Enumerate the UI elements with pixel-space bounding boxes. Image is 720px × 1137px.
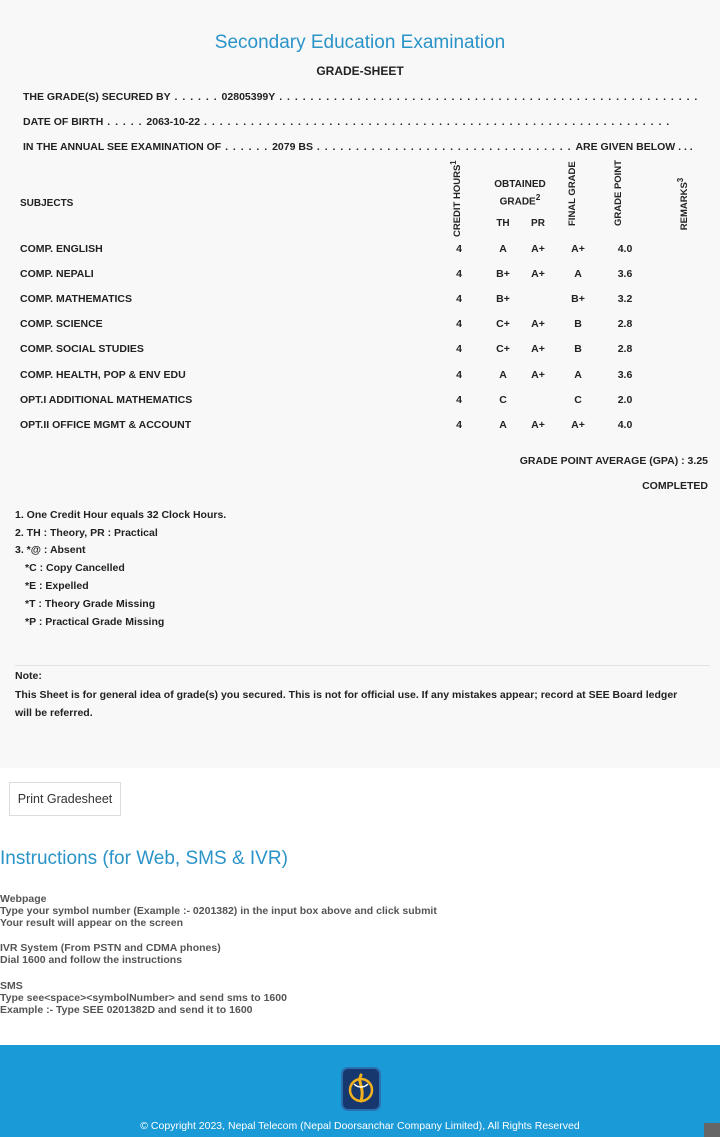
theory-grade: A <box>499 243 507 255</box>
note-label: Note: <box>15 670 42 682</box>
practical-grade: A+ <box>531 268 545 280</box>
grade-point: 3.6 <box>617 369 633 381</box>
instruction-line: Dial 1600 and follow the instructions <box>0 954 183 966</box>
theory-grade: C <box>499 394 507 406</box>
copyright-text: © Copyright 2023, Nepal Telecom (Nepal Doorsanchar Company Limited), All Rights Reserved <box>140 1120 580 1132</box>
theory-grade: A <box>499 419 507 431</box>
dob-line: DATE OF BIRTH . . . . . 2063-10-22 . . . . . . . . . . . . . . . . . . . . . . . . . . . . . . . . . . . . . . . . . . . . . . . . . . . . . . . . . . . . <box>23 116 671 128</box>
dob-label: DATE OF BIRTH <box>23 116 104 128</box>
grade-point: 2.8 <box>617 343 633 355</box>
subject-name: OPT.I ADDITIONAL MATHEMATICS <box>20 394 193 406</box>
grade-point: 2.0 <box>617 394 633 406</box>
theory-grade: B+ <box>496 268 510 280</box>
exam-line: IN THE ANNUAL SEE EXAMINATION OF . . . . . . 2079 BS . . . . . . . . . . . . . . . . . . . . . . . . . . . . . . . . . ARE GIVEN BELOW . . . <box>23 141 693 153</box>
sheet-subtitle: GRADE-SHEET <box>316 64 404 78</box>
table-row <box>0 369 720 389</box>
practical-grade: A+ <box>531 369 545 381</box>
dob-value: 2063-10-22 <box>146 116 201 128</box>
credit-hours: 4 <box>456 419 462 431</box>
instruction-line: Your result will appear on the screen <box>0 917 184 929</box>
header-subjects: SUBJECTS <box>20 198 74 209</box>
subject-name: COMP. HEALTH, POP & ENV EDU <box>20 369 186 381</box>
table-row <box>0 343 720 363</box>
nepal-telecom-logo[interactable] <box>341 1067 381 1111</box>
grade-point: 2.8 <box>617 318 633 330</box>
practical-grade: A+ <box>531 318 545 330</box>
grade-point: 3.2 <box>617 293 633 305</box>
footnote-item: *C : Copy Cancelled <box>25 562 125 574</box>
header-remarks-sup: 3 <box>676 177 685 183</box>
theory-grade: C+ <box>496 343 510 355</box>
scroll-to-top-button[interactable] <box>704 1123 720 1137</box>
header-pr: PR <box>531 218 545 229</box>
footer <box>0 1045 720 1137</box>
final-grade: A <box>574 268 582 280</box>
instructions-title: Instructions (for Web, SMS & IVR) <box>0 848 288 869</box>
subject-name: OPT.II OFFICE MGMT & ACCOUNT <box>20 419 192 431</box>
final-grade: B+ <box>571 293 585 305</box>
theory-grade: C+ <box>496 318 510 330</box>
credit-hours: 4 <box>456 268 462 280</box>
footnote-item: *P : Practical Grade Missing <box>25 616 165 628</box>
header-obtained-label: OBTAINED GRADE <box>494 179 546 208</box>
instruction-line: Example :- Type SEE 0201382D and send it to 1600 <box>0 1004 253 1016</box>
subject-name: COMP. ENGLISH <box>20 243 103 255</box>
exam-suffix: ARE GIVEN BELOW . . . <box>575 141 693 153</box>
header-credit-sup: 1 <box>449 160 458 165</box>
sheet-title: Secondary Education Examination <box>214 32 506 53</box>
final-grade: A <box>574 369 582 381</box>
header-th: TH <box>496 218 510 229</box>
final-grade: A+ <box>571 419 585 431</box>
theory-grade: A <box>499 369 507 381</box>
exam-year: 2079 BS <box>272 141 313 153</box>
final-grade: B <box>574 343 582 355</box>
header-grade-point: GRADE POINT <box>613 160 624 226</box>
instruction-line: IVR System (From PSTN and CDMA phones) <box>0 942 221 954</box>
credit-hours: 4 <box>456 369 462 381</box>
instruction-line: Type see<space><symbolNumber> and send sms to 1600 <box>0 992 287 1004</box>
print-gradesheet-button[interactable]: Print Gradesheet <box>9 782 121 816</box>
gpa-summary: GRADE POINT AVERAGE (GPA) : 3.25 <box>519 455 708 467</box>
final-grade: C <box>574 394 582 406</box>
final-grade: B <box>574 318 582 330</box>
secured-by-label: THE GRADE(S) SECURED BY <box>23 91 171 103</box>
note-text: This Sheet is for general idea of grade(s) you secured. This is not for official use. If any mistakes appear; record at SEE Board ledger will be referred. <box>15 689 678 719</box>
header-remarks-label: REMARKS <box>679 182 691 231</box>
footnote-item: *E : Expelled <box>25 580 89 592</box>
symbol-number: 02805399Y <box>221 91 276 103</box>
practical-grade: A+ <box>531 243 545 255</box>
table-row <box>0 318 720 338</box>
header-credit-hours <box>449 160 471 237</box>
footnote-item: 1. One Credit Hour equals 32 Clock Hours. <box>15 509 227 521</box>
subject-name: COMP. NEPALI <box>20 268 94 280</box>
instruction-line: Type your symbol number (Example :- 0201382) in the input box above and click submit <box>0 905 437 917</box>
credit-hours: 4 <box>456 243 462 255</box>
credit-hours: 4 <box>456 343 462 355</box>
footnote-item: 2. TH : Theory, PR : Practical <box>15 527 158 539</box>
header-obtained-grade <box>485 178 555 208</box>
final-grade: A+ <box>571 243 585 255</box>
logo-emblem-icon <box>343 1069 379 1109</box>
credit-hours: 4 <box>456 318 462 330</box>
instruction-line: Webpage <box>0 893 47 905</box>
subject-name: COMP. SOCIAL STUDIES <box>20 343 144 355</box>
practical-grade: A+ <box>531 419 545 431</box>
credit-hours: 4 <box>456 293 462 305</box>
header-obtained-sup: 2 <box>535 192 541 202</box>
status-completed: COMPLETED <box>642 480 708 492</box>
table-row <box>0 243 720 263</box>
header-final-grade: FINAL GRADE <box>567 161 578 226</box>
table-row <box>0 268 720 288</box>
divider <box>15 665 710 666</box>
practical-grade: A+ <box>531 343 545 355</box>
subject-name: COMP. MATHEMATICS <box>20 293 132 305</box>
table-row <box>0 394 720 414</box>
theory-grade: B+ <box>496 293 510 305</box>
credit-hours: 4 <box>456 394 462 406</box>
grade-point: 4.0 <box>617 419 633 431</box>
table-row <box>0 293 720 313</box>
header-credit-hours-label: CREDIT HOURS <box>452 164 464 237</box>
table-row <box>0 419 720 439</box>
grade-point: 4.0 <box>617 243 633 255</box>
footnote-item: 3. *@ : Absent <box>15 544 86 556</box>
secured-by-line: THE GRADE(S) SECURED BY . . . . . . 02805399Y . . . . . . . . . . . . . . . . . . . . . . . . . . . . . . . . . . . . . . . . . . . . . . . . . . . . . . <box>23 91 699 103</box>
footnote-item: *T : Theory Grade Missing <box>25 598 156 610</box>
subject-name: COMP. SCIENCE <box>20 318 103 330</box>
header-remarks <box>676 174 691 234</box>
grade-point: 3.6 <box>617 268 633 280</box>
instruction-line: SMS <box>0 980 23 992</box>
exam-label: IN THE ANNUAL SEE EXAMINATION OF <box>23 141 222 153</box>
